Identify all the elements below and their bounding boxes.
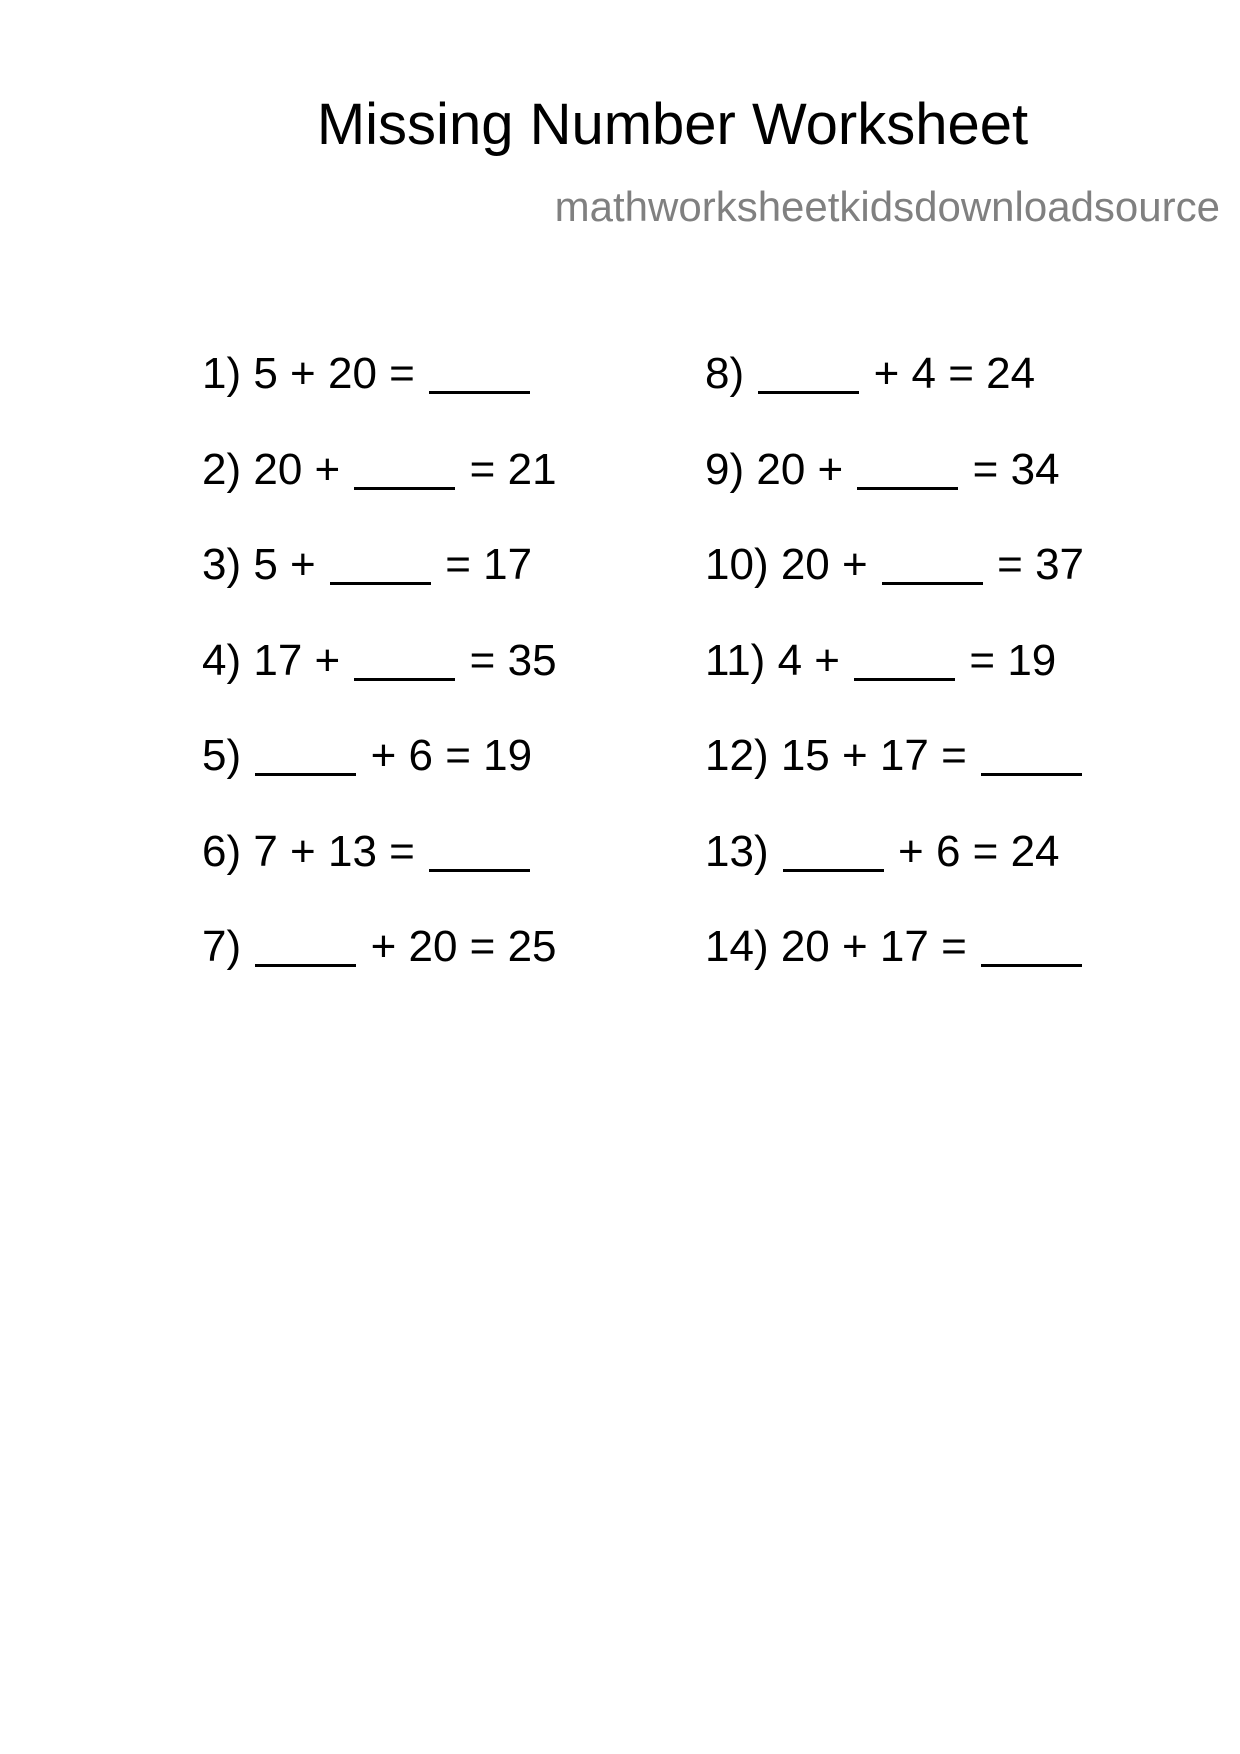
problem-item (202, 731, 557, 830)
equation-text: = 21 (457, 444, 557, 494)
answer-blank[interactable] (882, 582, 983, 585)
problem-item (705, 444, 1084, 544)
problem-number: 11) (705, 635, 766, 685)
problem-column-left (202, 349, 557, 1021)
problem-item (705, 635, 1084, 735)
worksheet-title: Missing Number Worksheet (316, 92, 1029, 157)
equation-text: + 6 = 24 (885, 826, 1060, 876)
equation-text: + 4 = 24 (861, 349, 1036, 398)
equation-text: + 6 = 19 (358, 731, 533, 780)
answer-blank[interactable] (783, 869, 884, 872)
problem-item (705, 826, 1084, 926)
equation-text: 20 + (780, 540, 880, 589)
problem-number: 10) (705, 540, 769, 589)
equation-text: = 35 (457, 635, 557, 685)
equation-text: 7 + 13 = (253, 826, 428, 876)
equation-text: = 17 (432, 540, 533, 589)
answer-blank[interactable] (854, 678, 955, 681)
problem-item (705, 922, 1084, 1021)
answer-blank[interactable] (255, 964, 356, 967)
problem-number: 12) (705, 731, 769, 780)
problem-item (202, 826, 557, 926)
answer-blank[interactable] (758, 391, 859, 394)
answer-blank[interactable] (981, 964, 1082, 967)
problem-number: 14) (705, 922, 769, 971)
problem-number: 7) (202, 922, 242, 971)
answer-blank[interactable] (354, 487, 455, 490)
answer-blank[interactable] (857, 487, 958, 490)
answer-blank[interactable] (429, 391, 530, 394)
equation-text: 4 + (777, 635, 853, 685)
problem-number: 5) (202, 731, 242, 780)
problem-number: 8) (705, 349, 745, 398)
problem-item (202, 635, 557, 735)
problem-item (202, 922, 557, 1021)
problem-number: 13) (705, 826, 769, 876)
problem-number: 1) (202, 349, 242, 398)
equation-text: = 19 (957, 635, 1057, 685)
equation-text: = 34 (960, 444, 1060, 494)
equation-text: 17 + (253, 635, 353, 685)
problem-number: 3) (202, 540, 242, 589)
answer-blank[interactable] (429, 869, 530, 872)
problem-item (705, 731, 1084, 830)
problem-item (202, 444, 557, 544)
answer-blank[interactable] (981, 773, 1082, 776)
answer-blank[interactable] (354, 678, 455, 681)
answer-blank[interactable] (330, 582, 431, 585)
problem-item (202, 540, 557, 639)
problem-item (202, 349, 557, 448)
equation-text: 20 + (756, 444, 856, 494)
equation-text: + 20 = 25 (358, 922, 557, 971)
answer-blank[interactable] (255, 773, 356, 776)
equation-text: 15 + 17 = (780, 731, 979, 780)
problem-number: 9) (705, 444, 745, 494)
equation-text: 20 + 17 = (780, 922, 979, 971)
problem-number: 2) (202, 444, 242, 494)
problem-item (705, 540, 1085, 639)
equation-text: 20 + (253, 444, 353, 494)
problem-item (705, 349, 1084, 448)
problem-column-right (705, 349, 1085, 1021)
equation-text: 5 + 20 = (253, 349, 428, 398)
equation-text: 5 + (253, 540, 328, 589)
equation-text: = 37 (984, 540, 1085, 589)
source-watermark: mathworksheetkidsdownloadsource (554, 183, 1220, 230)
problem-number: 4) (202, 635, 242, 685)
problem-number: 6) (202, 826, 242, 876)
